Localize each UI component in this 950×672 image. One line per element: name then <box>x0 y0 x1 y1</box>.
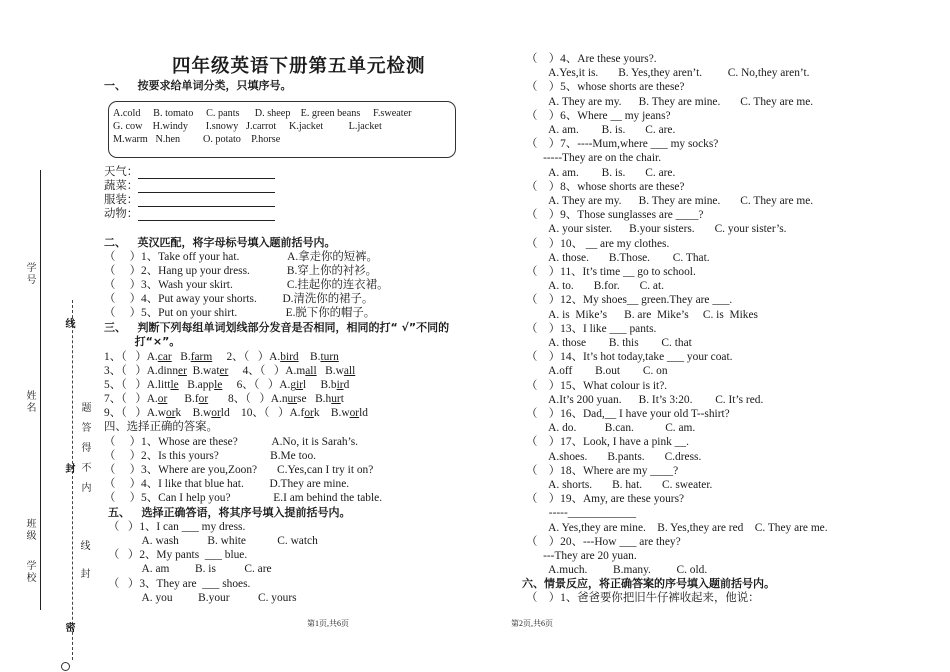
right-question-line[interactable]: A. They are my. B. They are mine. C. They are me. <box>526 195 814 207</box>
binding-margin <box>0 0 90 672</box>
phonics-row[interactable]: 1、（ ）A.car B.farm 2、（ ）A.bird B.turn <box>104 351 339 363</box>
class-label: 班级 <box>24 518 35 542</box>
page-title: 四年级英语下册第五单元检测 <box>172 56 426 77</box>
weather-answer-blank[interactable] <box>138 167 275 179</box>
word-bank-line: M.warm N.hen O. potato P.horse <box>113 134 281 145</box>
right-option-line[interactable]: ---They are 20 yuan. <box>526 550 637 562</box>
phonics-row[interactable]: 5、（ ）A.little B.apple 6、（ ）A.girl B.bird <box>104 379 350 391</box>
right-option-line[interactable]: （ ）16、Dad,__ I have your old T--shirt? <box>526 408 730 420</box>
clothing-row <box>104 193 275 207</box>
match-row[interactable]: （ ）4、Put away your shorts. D.清洗你的裙子。 <box>104 293 374 305</box>
right-option-line[interactable]: （ ）9、Those sunglasses are ____? <box>526 209 704 222</box>
section3-heading: 三、 判断下列每组单词划线部分发音是否相同，相同的打“ √”不同的 <box>104 321 450 334</box>
weather-label: 天气： <box>104 166 139 178</box>
phonics-row[interactable]: 7、（ ）A.or B.for 8、（ ）A.nurse B.hurt <box>104 393 344 405</box>
match-row[interactable]: （ ）3、Wash your skirt. C.挂起你的连衣裙。 <box>104 279 389 291</box>
right-option-line[interactable]: （ ）12、My shoes__ green.They are ___. <box>526 294 733 307</box>
right-option-line[interactable]: （ ）13、I like ___ pants. <box>526 322 657 335</box>
answer-match-row[interactable]: （ ）2、Is this yours? B.Me too. <box>104 450 316 462</box>
student-no-label: 学号 <box>24 262 35 286</box>
right-option-line[interactable]: A. am. B. is. C. are. <box>526 124 676 136</box>
right-option-line[interactable]: （ ）19、Amy, are these yours? <box>526 493 685 506</box>
section6-heading: 六、情景反应，将正确答案的序号填入题前括号内。 <box>522 577 775 590</box>
right-option-line[interactable]: A.Yes,it is. B. Yes,they aren’t. C. No,they aren’t. <box>526 67 810 80</box>
right-question-line[interactable]: A. do. B.can. C. am. <box>526 422 696 435</box>
right-question-line[interactable]: （ ）6、Where __ my jeans? <box>526 109 671 122</box>
vegetable-label: 蔬菜： <box>104 180 139 192</box>
match-row[interactable]: （ ）5、Put on your shirt. E.脱下你的帽子。 <box>104 307 376 319</box>
match-row[interactable]: （ ）2、Hang up your dress. B.穿上你的衬衫。 <box>104 265 378 277</box>
right-question-line[interactable]: （ ）4、Are these yours?. <box>526 53 657 65</box>
weather-row <box>104 165 275 179</box>
right-question-line[interactable]: A.shoes. B.pants. C.dress. <box>526 450 702 463</box>
choice-question[interactable]: （ ）2、My pants ___ blue. <box>108 549 248 561</box>
section4-heading: 四、选择正确的答案。 <box>104 421 218 433</box>
school-label: 学校 <box>24 560 35 584</box>
right-question-line[interactable]: A.much. B.many. C. old. <box>526 564 708 577</box>
section3-heading-cont: 打“×”。 <box>104 335 181 348</box>
right-option-line[interactable]: （ ）10、 __ are my clothes. <box>526 237 670 250</box>
right-option-line[interactable]: A. Yes,they are mine. B. Yes,they are red C. They are me. <box>526 521 828 534</box>
right-option-line[interactable]: （ ）15、What colour is it?. <box>526 379 668 392</box>
right-question-line[interactable]: A.It’s 200 yuan. B. It’s 3:20. C. It’s red. <box>526 393 764 406</box>
binding-hole <box>61 662 70 671</box>
right-option-line[interactable]: （ ）8、whose shorts are these? <box>526 180 685 193</box>
right-option-line[interactable]: （ ）11、It’s time __ go to school. <box>526 266 696 278</box>
right-option-line[interactable]: （ ）14、It’s hot today,take ___ your coat. <box>526 351 733 364</box>
word-bank-line: A.cold B. tomato C. pants D. sheep E. green beans F.sweater <box>113 108 412 119</box>
answer-match-row[interactable]: （ ）4、I like that blue hat. D.They are mine. <box>104 478 350 490</box>
match-row[interactable]: （ ）1、Take off your hat. A.拿走你的短裤。 <box>104 251 378 263</box>
answer-match-row[interactable]: （ ）3、Where are you,Zoon? C.Yes,can I try it on? <box>104 464 374 476</box>
animal-row <box>104 207 275 221</box>
choice-question[interactable]: （ ）1、I can ___ my dress. <box>108 521 246 533</box>
clothing-answer-blank[interactable] <box>138 195 275 207</box>
clothing-label: 服装： <box>104 194 139 206</box>
right-question-line[interactable]: A. those B. this C. that <box>526 337 692 349</box>
answer-match-row[interactable]: （ ）5、Can I help you? E.I am behind the table. <box>104 492 383 504</box>
margin-secret-char: 密 <box>63 622 74 634</box>
scenario-question[interactable]: （ ）1、爸爸要你把旧牛仔裤收起来，他说： <box>526 592 760 604</box>
phonics-row[interactable]: 9、（ ）A.work B.world 10、（ ）A.fork B.world <box>104 407 368 419</box>
right-question-line[interactable]: A. to. B.for. C. at. <box>526 280 664 293</box>
no-answer-note: 题答得不内 <box>79 402 90 502</box>
margin-line-char: 线 <box>63 318 74 330</box>
right-question-line[interactable]: A. shorts. B. hat. C. sweater. <box>526 479 713 491</box>
name-label: 姓名 <box>24 390 35 414</box>
margin-line-char-2: 线 <box>78 540 89 552</box>
right-question-line[interactable]: A. your sister. B.your sisters. C. your sister’s. <box>526 223 787 236</box>
right-question-line[interactable]: A. is Mike’s B. are Mike’s C. is Mikes <box>526 308 758 321</box>
right-question-line[interactable]: A. those. B.Those. C. That. <box>526 251 710 264</box>
margin-seal-char: 封 <box>63 463 74 475</box>
right-question-line[interactable]: A.off B.out C. on <box>526 365 668 378</box>
phonics-row[interactable]: 3、（ ）A.dinner B.water 4、（ ）A.mall B.wall <box>104 365 356 377</box>
right-option-line[interactable]: A. They are my. B. They are mine. C. They are me. <box>526 95 814 108</box>
word-bank-line: G. cow H.windy I.snowy J.carrot K.jacket L.jacket <box>113 121 382 132</box>
word-bank-box <box>108 101 456 158</box>
animal-label: 动物： <box>104 208 139 220</box>
right-question-line[interactable]: （ ）7、----Mum,where ___ my socks? <box>526 138 719 151</box>
section1-heading: 一、 按要求给单词分类，只填序号。 <box>104 79 292 92</box>
choice-options: A. am B. is C. are <box>108 563 272 575</box>
page-number-left: 第1页,共6页 <box>307 619 349 628</box>
choice-options: A. you B.your C. yours <box>108 592 297 604</box>
right-question-line[interactable]: （ ）5、whose shorts are these? <box>526 81 685 94</box>
choice-question[interactable]: （ ）3、They are ___ shoes. <box>108 578 251 590</box>
binding-dashed-line <box>72 300 73 660</box>
page-number-right: 第2页,共6页 <box>511 619 553 628</box>
section5-heading: 五、 选择正确答语，将其序号填入提前括号内。 <box>108 506 351 519</box>
binding-line <box>40 170 41 610</box>
right-option-line[interactable]: （ ）18、Where are my ____? <box>526 464 679 477</box>
right-question-line[interactable]: （ ）20、---How ___ are they? <box>526 535 681 548</box>
answer-match-row[interactable]: （ ）1、Whose are these? A.No, it is Sarah’s. <box>104 436 359 448</box>
vegetable-row <box>104 179 275 193</box>
margin-seal-char-2: 封 <box>78 568 89 580</box>
right-option-line[interactable]: （ ）17、Look, I have a pink __. <box>526 436 689 449</box>
choice-options: A. wash B. white C. watch <box>108 535 318 547</box>
animal-answer-blank[interactable] <box>138 209 275 221</box>
right-question-line[interactable]: -----____________ <box>526 507 637 520</box>
right-option-line[interactable]: -----They are on the chair. <box>526 152 662 165</box>
vegetable-answer-blank[interactable] <box>138 181 275 193</box>
section2-heading: 二、 英汉匹配，将字母标号填入题前括号内。 <box>104 236 336 249</box>
right-question-line[interactable]: A. am. B. is. C. are. <box>526 166 676 179</box>
